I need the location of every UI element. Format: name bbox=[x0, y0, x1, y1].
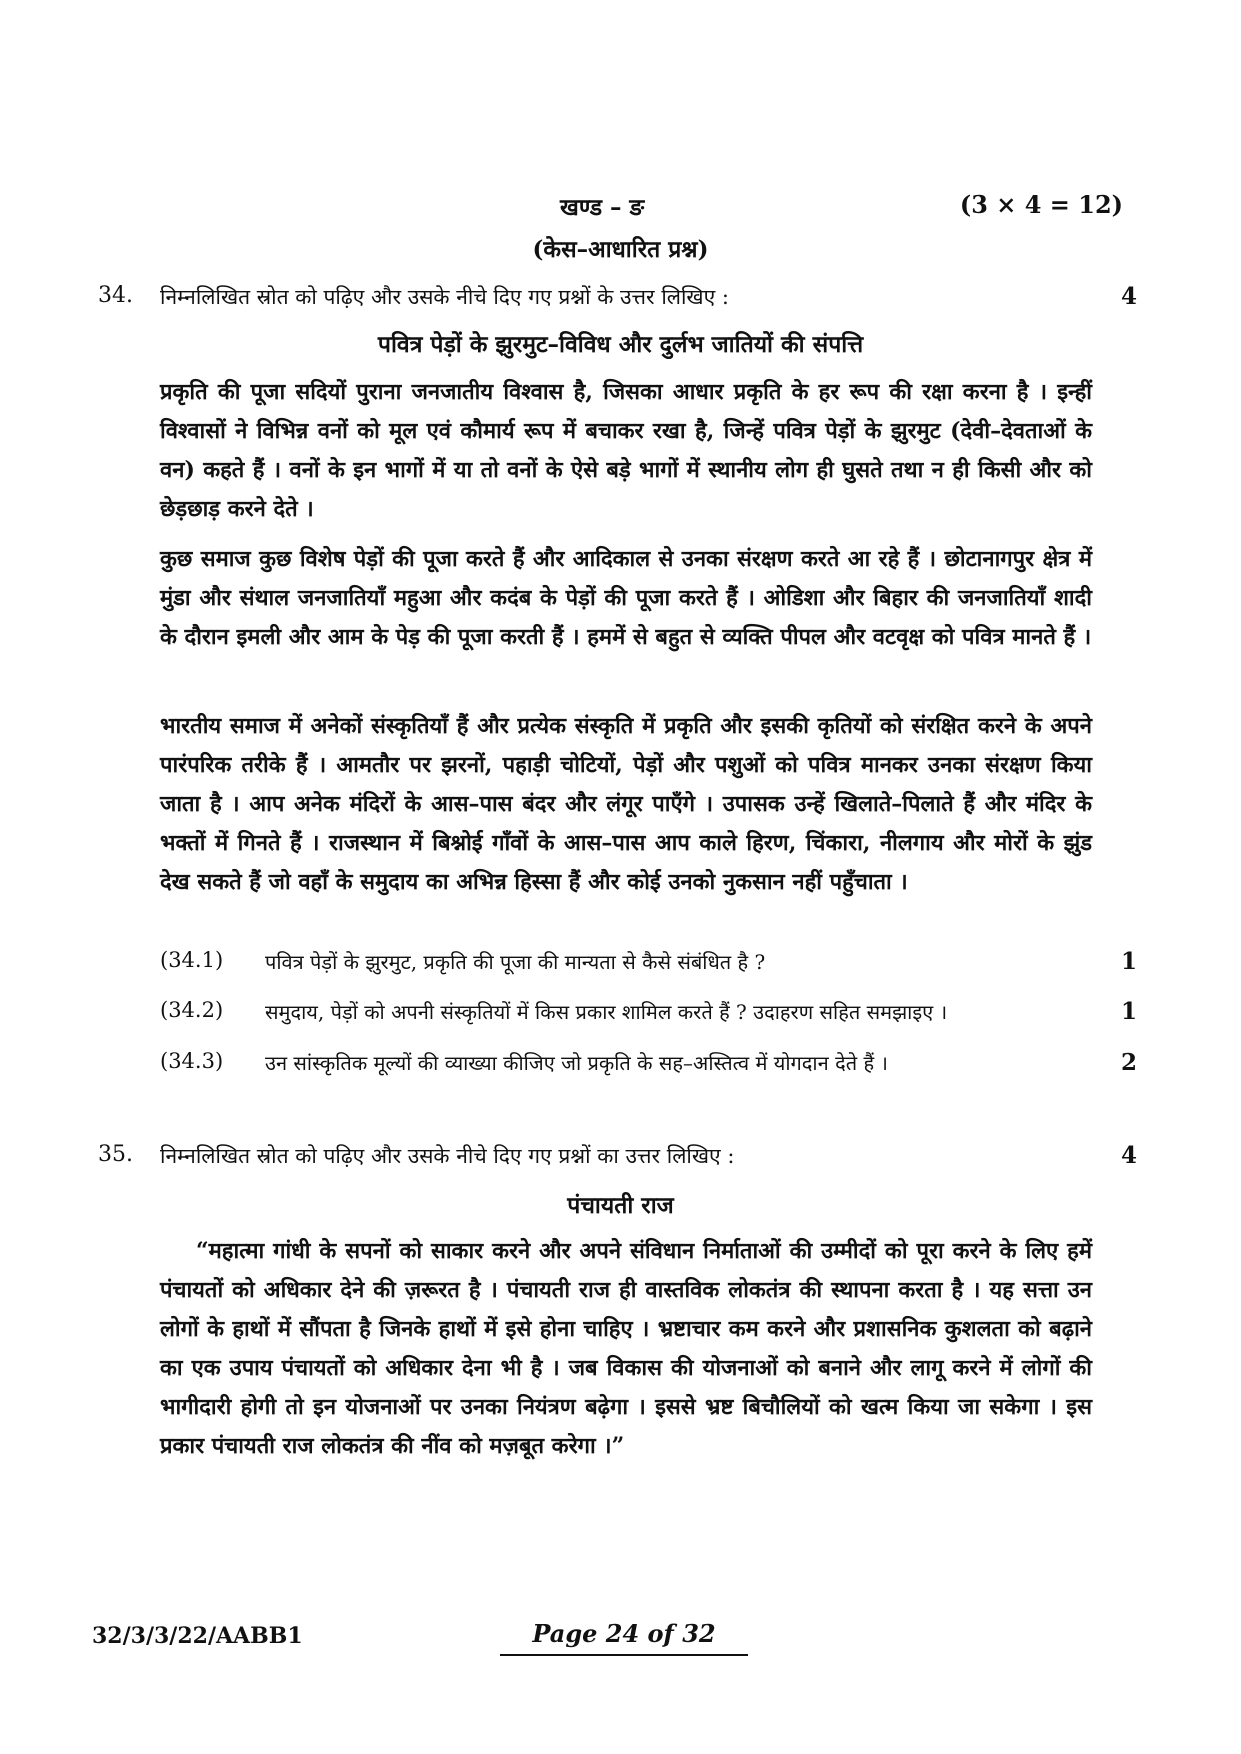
section-marks-scheme: (3 × 4 = 12) bbox=[959, 190, 1123, 219]
paper-code: 32/3/3/22/AABB1 bbox=[92, 1623, 303, 1649]
q34-marks: 4 bbox=[1120, 283, 1137, 310]
section-subtitle: (केस–आधारित प्रश्न) bbox=[532, 236, 709, 263]
section-title: खण्ड – ङ bbox=[560, 194, 645, 221]
q34-source-title: पवित्र पेड़ों के झुरमुट–विविध और दुर्लभ जातियों की संपत्ति bbox=[377, 331, 864, 358]
q34-number: 34. bbox=[98, 283, 133, 308]
q34-paragraph-2: कुछ समाज कुछ विशेष पेड़ों की पूजा करते हैं और आदिकाल से उनका संरक्षण करते आ रहे हैं । छोटानागपुर क्षेत्र में मुंडा और संथाल जनजातियाँ महुआ और कदंब के पेड़ों की पूजा करते हैं । ओडिशा और बिहार की जनजातियाँ शादी के दौरान इमली और आम के पेड़ की पूजा करती हैं । हममें से बहुत से व्यक्ति पीपल और वटवृक्ष को पवित्र मानते हैं । bbox=[160, 546, 1092, 650]
q34-1-marks: 1 bbox=[1120, 948, 1137, 975]
q34-3-text: उन सांस्कृतिक मूल्यों की व्याख्या कीजिए जो प्रकृति के सह–अस्तित्व में योगदान देते हैं । bbox=[265, 1051, 889, 1075]
q34-2-marks: 1 bbox=[1120, 998, 1137, 1025]
q34-1-number: (34.1) bbox=[160, 948, 224, 972]
q35-source-title: पंचायती राज bbox=[567, 1192, 674, 1219]
q34-paragraph-3: भारतीय समाज में अनेकों संस्कृतियाँ हैं और प्रत्येक संस्कृति में प्रकृति और इसकी कृतियों को संरक्षित करने के अपने पारंपरिक तरीके हैं । आमतौर पर झरनों, पहाड़ी चोटियों, पेड़ों और पशुओं को पवित्र मानकर उनका संरक्षण किया जाता है । आप अनेक मंदिरों के आस–पास बंदर और लंगूर पाएँगे । उपासक उन्हें खिलाते–पिलाते हैं और मंदिर के भक्तों में गिनते हैं । राजस्थान में बिश्नोई गाँवों के आस–पास आप काले हिरण, चिंकारा, नीलगाय और मोरों के झुंड देख सकते हैं जो वहाँ के समुदाय का अभिन्न हिस्सा हैं और कोई उनको नुकसान नहीं पहुँचाता । bbox=[160, 713, 1092, 895]
q34-3-number: (34.3) bbox=[160, 1049, 224, 1073]
q34-paragraph-1: प्रकृति की पूजा सदियों पुराना जनजातीय विश्वास है, जिसका आधार प्रकृति के हर रूप की रक्षा करना है । इन्हीं विश्वासों ने विभिन्न वनों को मूल एवं कौमार्य रूप में बचाकर रखा है, जिन्हें पवित्र पेड़ों के झुरमुट (देवी–देवताओं के वन) कहते हैं । वनों के इन भागों में या तो वनों के ऐसे बड़े भागों में स्थानीय लोग ही घुसते तथा न ही किसी और को छेड़छाड़ करने देते । bbox=[160, 379, 1092, 522]
q34-1-text: पवित्र पेड़ों के झुरमुट, प्रकृति की पूजा की मान्यता से कैसे संबंधित है ? bbox=[265, 950, 766, 974]
q35-number: 35. bbox=[98, 1142, 133, 1167]
q34-2-number: (34.2) bbox=[160, 998, 224, 1022]
q35-paragraph: “महात्मा गांधी के सपनों को साकार करने और अपने संविधान निर्माताओं की उम्मीदों को पूरा करने के लिए हमें पंचायतों को अधिकार देने की ज़रूरत है । पंचायती राज ही वास्तविक लोकतंत्र की स्थापना करता है । यह सत्ता उन लोगों के हाथों में सौंपता है जिनके हाथों में इसे होना चाहिए । भ्रष्टाचार कम करने और प्रशासनिक कुशलता को बढ़ाने का एक उपाय पंचायतों को अधिकार देना भी है । जब विकास की योजनाओं को बनाने और लागू करने में लोगों की भागीदारी होगी तो इन योजनाओं पर उनका नियंत्रण बढ़ेगा । इससे भ्रष्ट बिचौलियों को खत्म किया जा सकेगा । इस प्रकार पंचायती राज लोकतंत्र की नींव को मज़बूत करेगा ।” bbox=[160, 1238, 1092, 1459]
q34-2-text: समुदाय, पेड़ों को अपनी संस्कृतियों में किस प्रकार शामिल करते हैं ? उदाहरण सहित समझाइए । bbox=[265, 1000, 948, 1024]
q35-instruction: निम्नलिखित स्रोत को पढ़िए और उसके नीचे दिए गए प्रश्नों का उत्तर लिखिए : bbox=[160, 1144, 735, 1168]
q34-instruction: निम्नलिखित स्रोत को पढ़िए और उसके नीचे दिए गए प्रश्नों के उत्तर लिखिए : bbox=[160, 285, 729, 309]
q35-marks: 4 bbox=[1120, 1142, 1137, 1169]
q34-3-marks: 2 bbox=[1120, 1049, 1137, 1076]
page-number: Page 24 of 32 bbox=[500, 1619, 748, 1656]
